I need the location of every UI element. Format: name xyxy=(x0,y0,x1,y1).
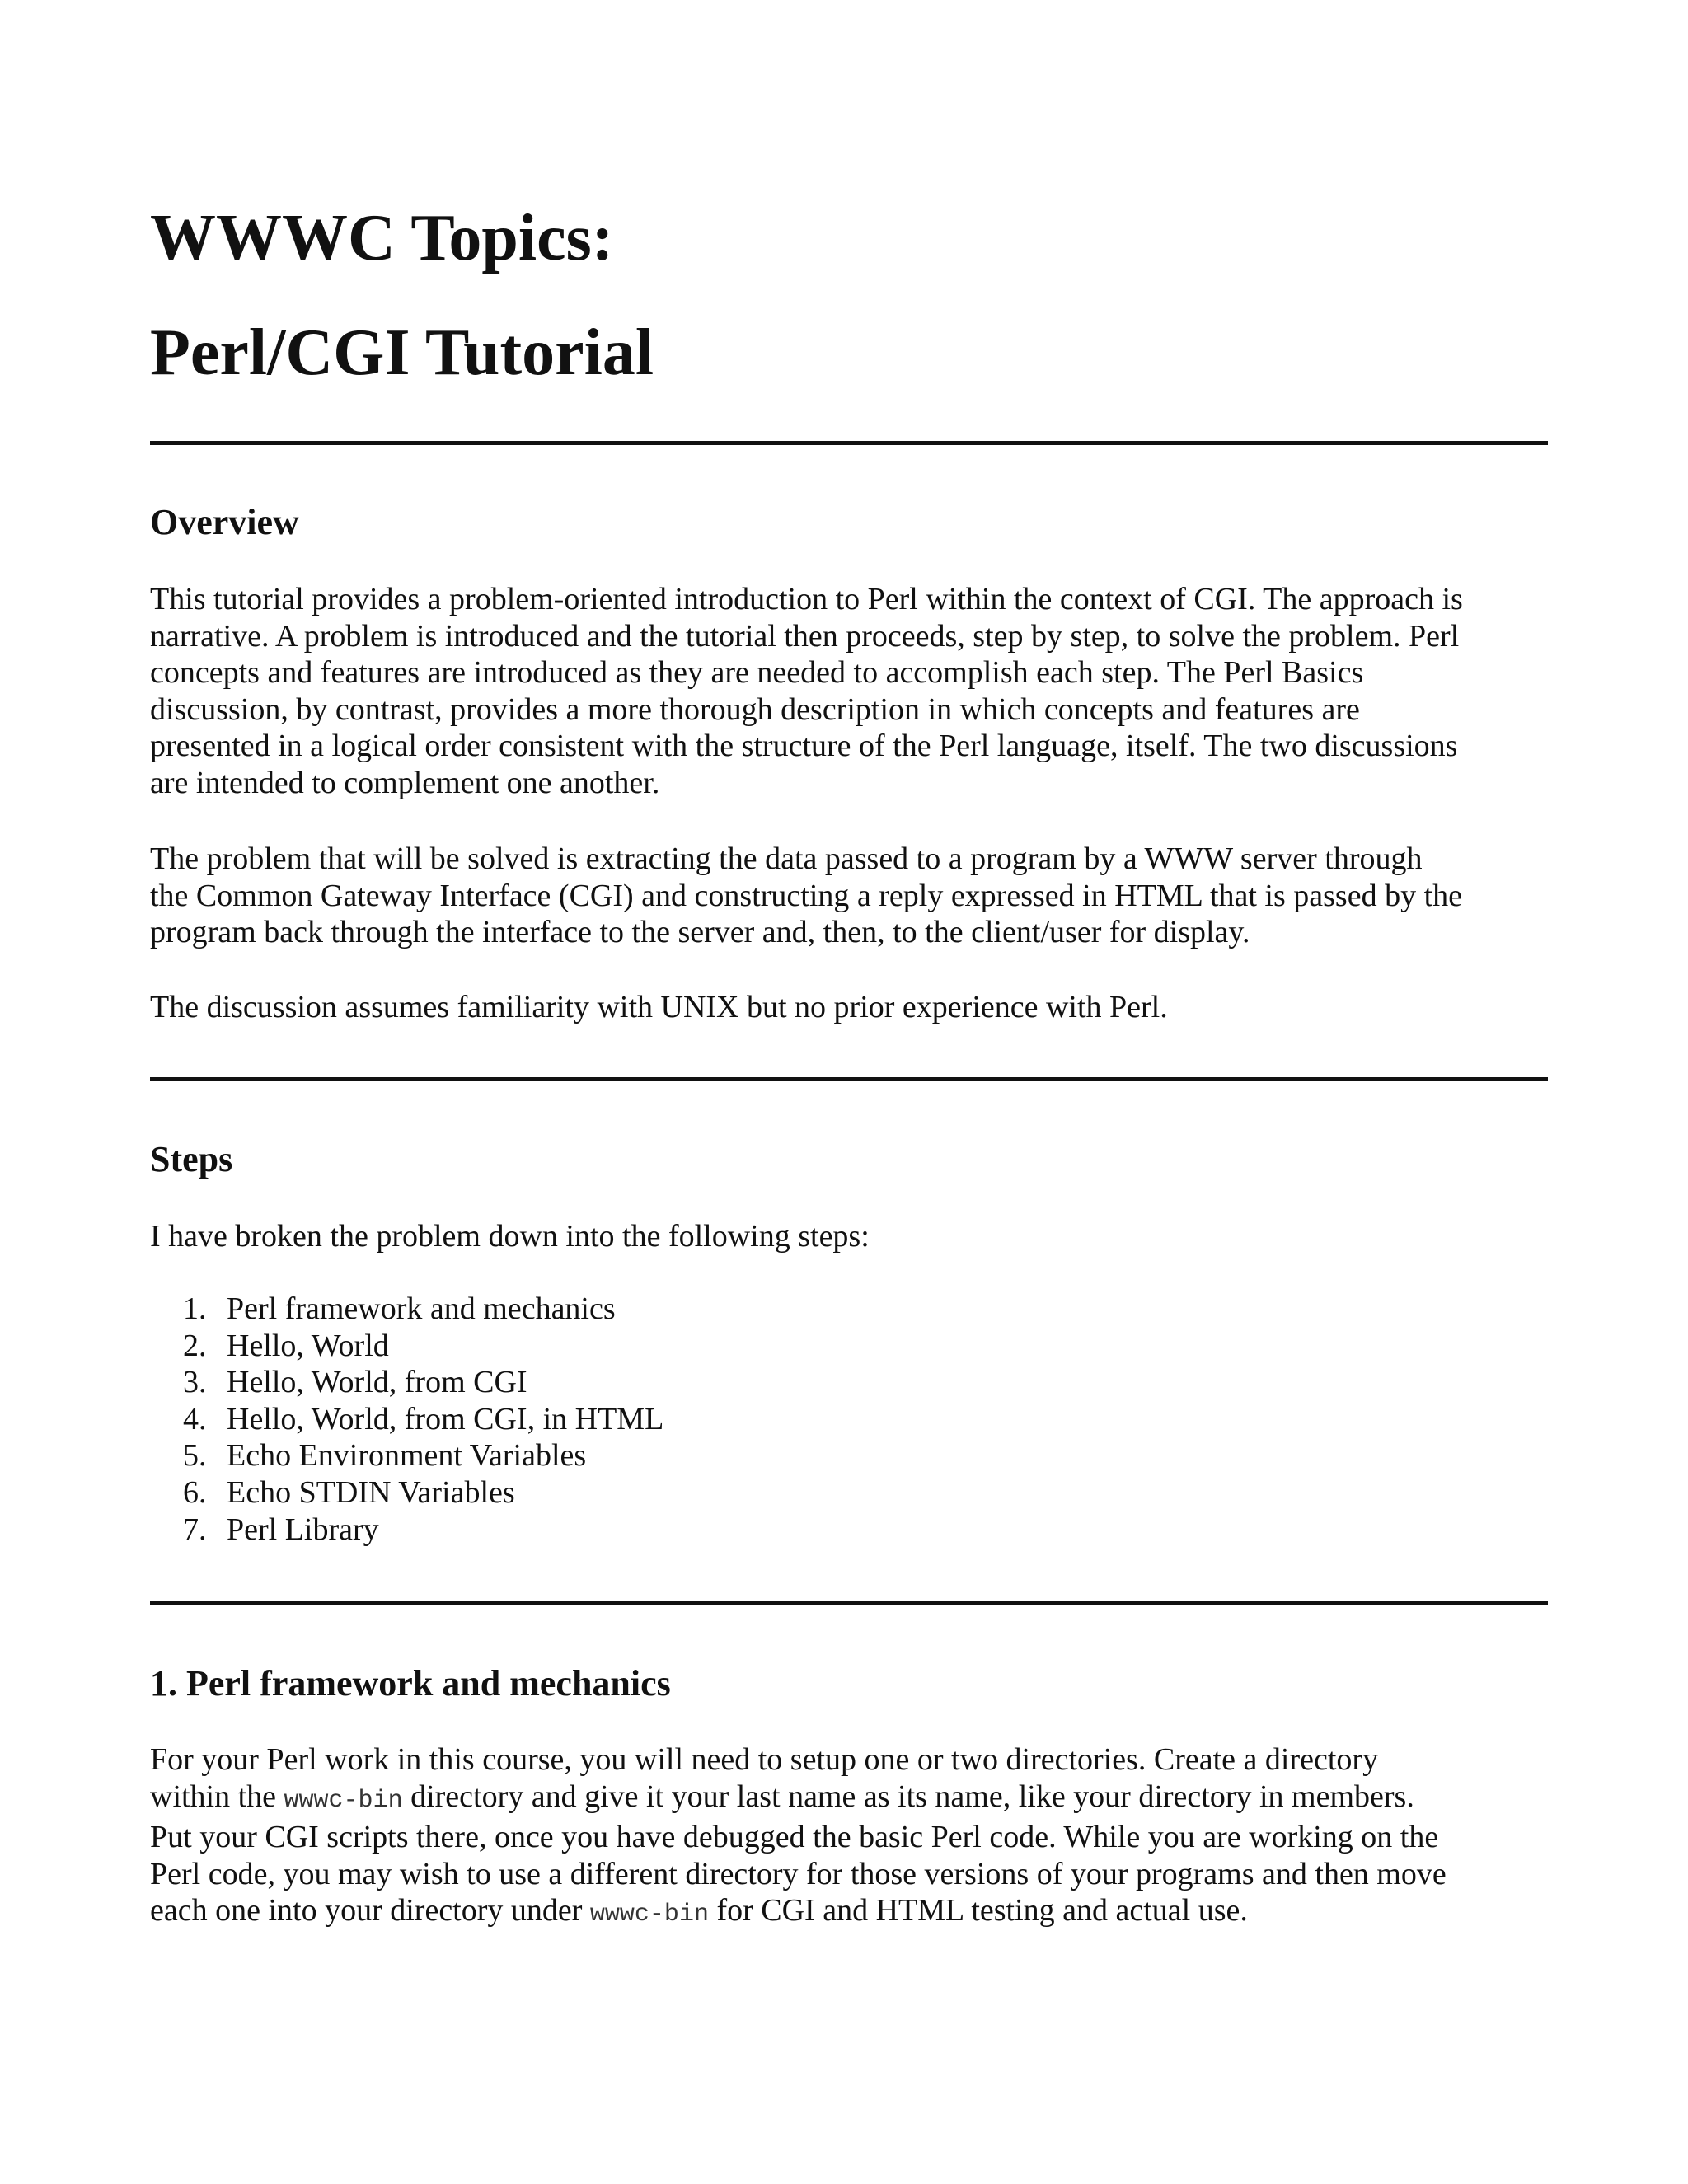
step-number: 5. xyxy=(183,1438,207,1474)
text-line: program back through the interface to the server and, then, to the client/user for display. xyxy=(150,915,1250,950)
step-number: 4. xyxy=(183,1401,207,1436)
text-line: For your Perl work in this course, you will need to setup one or two directories. Create a directory xyxy=(150,1742,1379,1777)
step-label: Echo Environment Variables xyxy=(227,1438,587,1474)
step-number: 1. xyxy=(183,1291,207,1326)
step-item[interactable] xyxy=(150,1328,663,1365)
text-fragment: for CGI and HTML testing and actual use. xyxy=(708,1893,1248,1929)
overview-paragraph-2 xyxy=(150,841,1551,951)
page-title-line1: WWWC Topics: xyxy=(150,202,614,274)
step-item[interactable] xyxy=(150,1401,663,1438)
text-line xyxy=(150,1779,1551,1820)
text-line: Perl code, you may wish to use a different directory for those versions of your programs and then move xyxy=(150,1856,1447,1891)
text-line: the Common Gateway Interface (CGI) and constructing a reply expressed in HTML that is passed by the xyxy=(150,878,1463,913)
text-line xyxy=(150,1892,1551,1933)
step-item[interactable] xyxy=(150,1364,663,1401)
text-fragment: directory and give it your last name as its name, like your directory in members. xyxy=(402,1779,1414,1814)
code-wwwc-bin: wwwc-bin xyxy=(589,1900,709,1929)
text-line: This tutorial provides a problem-oriented introduction to Perl within the context of CGI. The approach is xyxy=(150,582,1463,616)
step-number: 3. xyxy=(183,1365,207,1400)
text-line: The discussion assumes familiarity with UNIX but no prior experience with Perl. xyxy=(150,990,1168,1024)
text-line: narrative. A problem is introduced and the tutorial then proceeds, step by step, to solve the problem. Perl xyxy=(150,618,1460,654)
step-label: Echo STDIN Variables xyxy=(227,1474,515,1510)
step-number: 7. xyxy=(183,1511,207,1547)
step-item[interactable] xyxy=(150,1511,663,1549)
step-label: Perl Library xyxy=(227,1511,379,1547)
code-wwwc-bin: wwwc-bin xyxy=(284,1786,403,1815)
step-item[interactable] xyxy=(150,1474,663,1511)
text-line: concepts and features are introduced as they are needed to accomplish each step. The Perl Basics xyxy=(150,655,1364,691)
overview-heading: Overview xyxy=(150,502,299,542)
text-line: presented in a logical order consistent with the structure of the Perl language, itself. The two discussions xyxy=(150,729,1458,764)
text-line: are intended to complement one another. xyxy=(150,765,660,800)
text-line: I have broken the problem down into the following steps: xyxy=(150,1219,870,1254)
step-number: 6. xyxy=(183,1474,207,1510)
step-label: Hello, World, from CGI, in HTML xyxy=(227,1401,664,1436)
step-item[interactable] xyxy=(150,1291,663,1328)
steps-intro xyxy=(150,1218,1551,1255)
step-label: Perl framework and mechanics xyxy=(227,1291,616,1326)
text-line: Put your CGI scripts there, once you have debugged the basic Perl code. While you are working on the xyxy=(150,1820,1439,1855)
text-line: The problem that will be solved is extracting the data passed to a program by a WWW server through xyxy=(150,841,1423,876)
horizontal-rule xyxy=(150,1077,1548,1081)
text-fragment: each one into your directory under xyxy=(150,1893,590,1929)
step-label: Hello, World, from CGI xyxy=(227,1365,528,1400)
step1-heading: 1. Perl framework and mechanics xyxy=(150,1663,671,1704)
step1-paragraph xyxy=(150,1741,1551,1933)
overview-paragraph-3 xyxy=(150,989,1551,1026)
steps-list xyxy=(150,1291,663,1548)
overview-paragraph-1 xyxy=(150,581,1551,802)
text-fragment: within the xyxy=(150,1779,284,1814)
step-item[interactable] xyxy=(150,1437,663,1474)
horizontal-rule xyxy=(150,441,1548,445)
step-number: 2. xyxy=(183,1328,207,1363)
text-line: discussion, by contrast, provides a more thorough description in which concepts and features are xyxy=(150,691,1360,727)
horizontal-rule xyxy=(150,1601,1548,1605)
step-label: Hello, World xyxy=(227,1328,389,1363)
steps-heading: Steps xyxy=(150,1139,233,1179)
page-title-line2: Perl/CGI Tutorial xyxy=(150,316,654,389)
